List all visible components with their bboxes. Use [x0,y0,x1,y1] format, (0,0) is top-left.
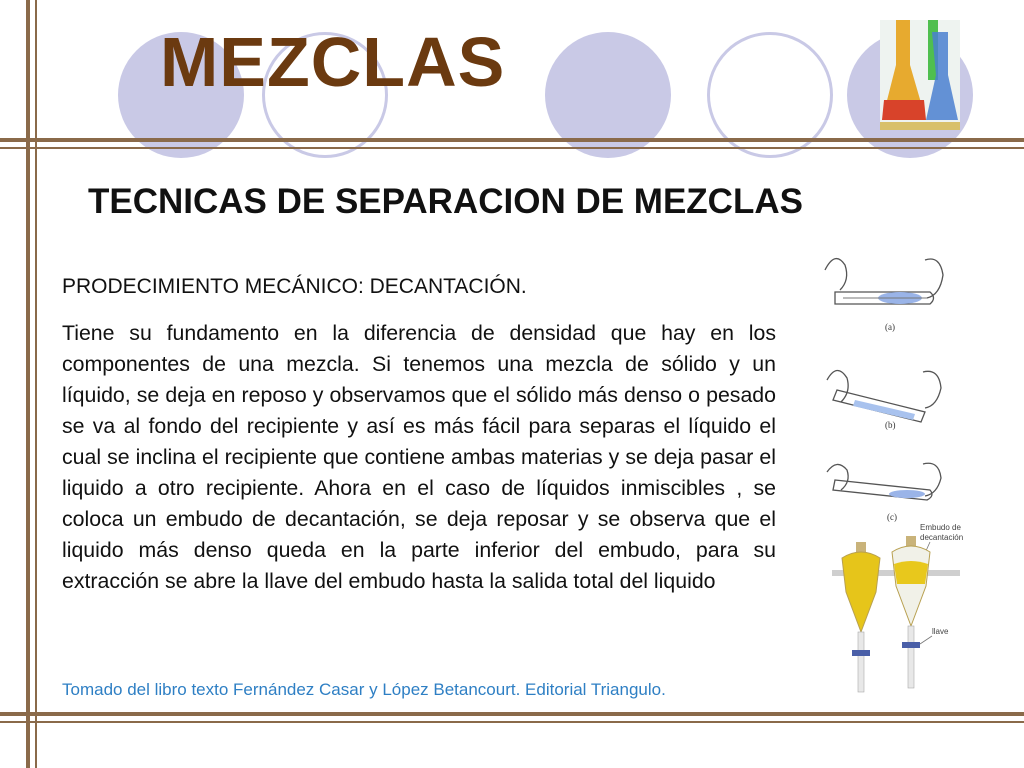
frame-line-vertical [35,0,37,768]
separatory-funnel-photo [820,522,970,702]
frame-line-vertical [26,0,30,768]
laboratory-flasks-photo [880,20,960,130]
section-heading: TECNICAS DE SEPARACION DE MEZCLAS [88,182,803,221]
illustration-label: (c) [887,512,897,522]
funnel-label: Embudo de [920,523,961,532]
frame-line-horizontal [0,147,1024,149]
procedure-heading: PRODECIMIENTO MECÁNICO: DECANTACIÓN. [62,275,527,298]
decanting-hands-illustration [815,450,955,530]
decanting-hands-illustration [815,350,955,450]
source-credit: Tomado del libro texto Fernández Casar y López Betancourt. Editorial Triangulo. [62,680,666,699]
frame-line-horizontal [0,721,1024,723]
valve-label: llave [932,627,949,636]
illustration-label: (a) [885,322,895,332]
decanting-hands-illustration [815,240,955,340]
frame-line-horizontal [0,138,1024,142]
body-paragraph: Tiene su fundamento en la diferencia de densidad que hay en los componentes de una mezcla. Si tenemos una mezcla de sólido y un líquido, se deja en reposo y observamos que el sólido más denso o pesado se va al fondo del recipiente y así es más fácil para separas el líquido el cual se inclina el recipiente que contiene ambas materias y se deja pasar el liquido a otro recipiente. Ahora en el caso de líquidos inmiscibles , se coloca un embudo de decantación, se deja reposar y se observa que el liquido más denso queda en la parte inferior del embudo, para su extracción se abre la llave del embudo hasta la salida total del liquido [62,321,776,593]
illustration-label: (b) [885,420,896,430]
frame-line-horizontal [0,712,1024,716]
funnel-label: decantación [920,533,964,542]
page-title: MEZCLAS [160,23,506,101]
